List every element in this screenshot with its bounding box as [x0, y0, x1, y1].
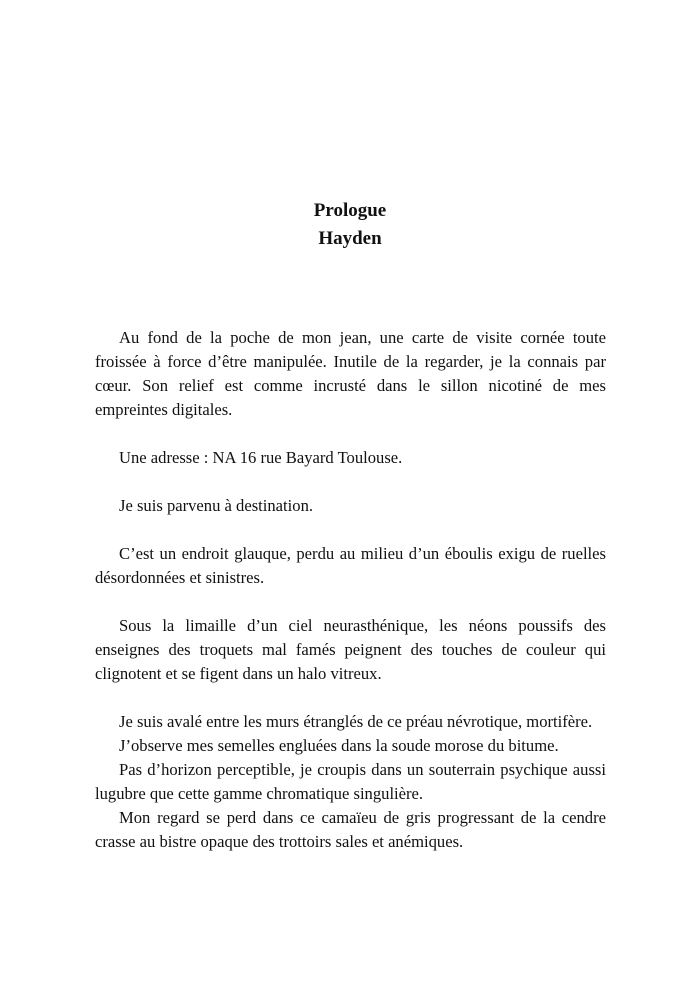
- paragraph: Je suis parvenu à destination.: [119, 496, 314, 515]
- paragraph: Mon regard se perd dans ce camaïeu de gris progressant de la cendre crasse au bistre opaque des trottoirs sales et anémiques.: [95, 808, 606, 851]
- paragraph: J’observe mes semelles engluées dans la soude morose du bitume.: [119, 736, 559, 755]
- paragraph: Au fond de la poche de mon jean, une carte de visite cornée toute froissée à force d’être manipulée. Inutile de la regarder, je la connais par cœur. Son relief est comme incrusté dans le sillon nicotiné de mes empreintes digitales.: [95, 328, 606, 419]
- paragraph: Je suis avalé entre les murs étranglés de ce préau névrotique, mortifère.: [119, 712, 593, 731]
- paragraph: Pas d’horizon perceptible, je croupis dans un souterrain psychique aussi lugubre que cette gamme chromatique singulière.: [95, 760, 606, 803]
- body-text: [95, 326, 606, 854]
- chapter-heading: [0, 197, 700, 253]
- chapter-title: Prologue: [313, 200, 387, 221]
- paragraph: Une adresse : NA 16 rue Bayard Toulouse.: [119, 448, 403, 467]
- chapter-subtitle: Hayden: [318, 228, 382, 249]
- paragraph: C’est un endroit glauque, perdu au milieu d’un éboulis exigu de ruelles désordonnées et sinistres.: [95, 544, 606, 587]
- paragraph: Sous la limaille d’un ciel neurasthénique, les néons poussifs des enseignes des troquets mal famés peignent des touches de couleur qui clignotent et se figent dans un halo vitreux.: [95, 616, 606, 683]
